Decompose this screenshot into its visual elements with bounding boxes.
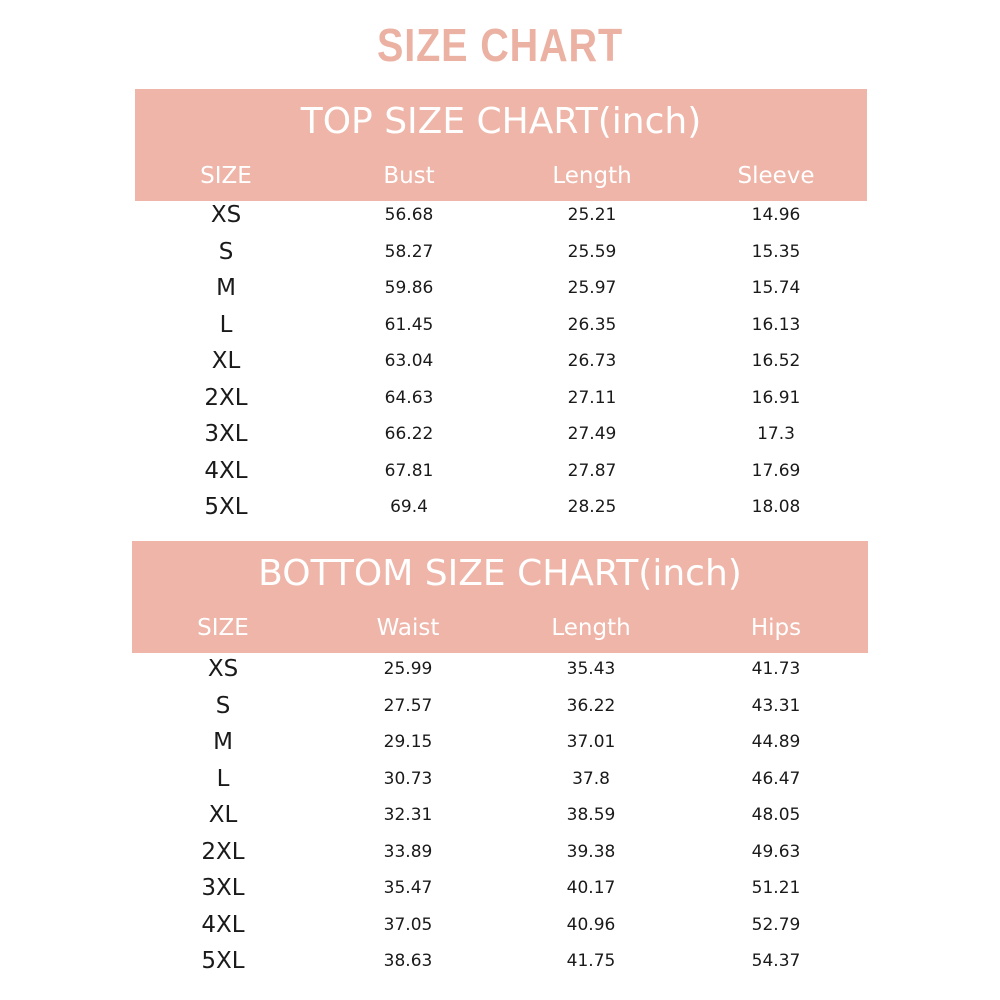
table-row: [132, 765, 868, 802]
size-cell: XL: [208, 802, 238, 828]
table-row: [135, 274, 867, 311]
sleeve-cell: 18.08: [751, 497, 801, 517]
hips-cell: 54.37: [751, 951, 801, 971]
hips-cell: 41.73: [751, 659, 801, 679]
table-row: [135, 201, 867, 238]
top-size-chart: [135, 89, 867, 530]
hips-cell: 48.05: [751, 805, 801, 825]
sleeve-cell: 17.3: [757, 424, 795, 444]
size-cell: M: [213, 729, 233, 755]
bottom-chart-column-headers: [132, 615, 868, 645]
hips-cell: 43.31: [751, 695, 801, 716]
bust-cell: 64.63: [384, 387, 434, 408]
waist-cell: 35.47: [383, 878, 433, 898]
sleeve-cell: 16.91: [751, 387, 801, 408]
size-cell: M: [216, 275, 236, 301]
waist-cell: 37.05: [383, 914, 433, 935]
waist-cell: 25.99: [383, 659, 433, 679]
length-cell: 25.21: [567, 205, 617, 225]
table-row: [132, 655, 868, 692]
table-row: [135, 311, 867, 348]
hips-cell: 52.79: [751, 914, 801, 935]
length-cell: 28.25: [567, 497, 617, 517]
top-chart-column-headers: [135, 163, 867, 193]
length-cell: 27.49: [567, 424, 617, 444]
table-row: [132, 838, 868, 875]
sleeve-cell: 15.35: [751, 241, 801, 262]
table-row: [135, 347, 867, 384]
length-cell: 35.43: [566, 659, 616, 679]
waist-cell: 29.15: [383, 732, 433, 752]
size-cell: S: [215, 692, 231, 719]
length-cell: 37.01: [566, 732, 616, 752]
sleeve-cell: 14.96: [751, 205, 801, 225]
table-row: [132, 874, 868, 911]
waist-cell: 30.73: [383, 768, 433, 789]
length-cell: 26.73: [567, 351, 617, 371]
length-cell: 38.59: [566, 805, 616, 825]
size-cell: XL: [211, 348, 241, 374]
column-header-size: SIZE: [200, 163, 252, 189]
bust-cell: 63.04: [384, 351, 434, 371]
table-row: [132, 801, 868, 838]
size-cell: 5XL: [201, 948, 245, 974]
column-header-size: SIZE: [197, 615, 249, 641]
table-row: [132, 692, 868, 729]
table-row: [135, 457, 867, 494]
length-cell: 37.8: [572, 768, 610, 789]
bottom-chart-rows: [132, 655, 868, 984]
waist-cell: 32.31: [383, 805, 433, 825]
length-cell: 36.22: [566, 695, 616, 716]
page-title: SIZE CHART: [377, 19, 623, 71]
column-header-sleeve: Sleeve: [737, 163, 815, 189]
size-cell: 2XL: [204, 384, 248, 411]
column-header-hips: Hips: [750, 615, 802, 641]
size-cell: 5XL: [204, 494, 248, 520]
waist-cell: 27.57: [383, 695, 433, 716]
hips-cell: 49.63: [751, 841, 801, 862]
size-cell: L: [216, 765, 230, 792]
bottom-chart-header-band: [132, 541, 868, 653]
top-chart-title: TOP SIZE CHART(inch): [300, 101, 702, 142]
sleeve-cell: 16.52: [751, 351, 801, 371]
bust-cell: 56.68: [384, 205, 434, 225]
length-cell: 40.96: [566, 914, 616, 935]
bust-cell: 66.22: [384, 424, 434, 444]
table-row: [135, 238, 867, 275]
hips-cell: 51.21: [751, 878, 801, 898]
length-cell: 39.38: [566, 841, 616, 862]
length-cell: 25.59: [567, 241, 617, 262]
waist-cell: 33.89: [383, 841, 433, 862]
sleeve-cell: 16.13: [751, 314, 801, 335]
length-cell: 26.35: [567, 314, 617, 335]
size-cell: 2XL: [201, 838, 245, 865]
length-cell: 40.17: [566, 878, 616, 898]
bottom-size-chart: [132, 541, 868, 984]
length-cell: 41.75: [566, 951, 616, 971]
column-header-waist: Waist: [376, 615, 440, 641]
column-header-length: Length: [551, 615, 631, 641]
waist-cell: 38.63: [383, 951, 433, 971]
sleeve-cell: 15.74: [751, 278, 801, 298]
size-cell: 3XL: [204, 421, 248, 447]
bust-cell: 67.81: [384, 460, 434, 481]
table-row: [132, 728, 868, 765]
bust-cell: 58.27: [384, 241, 434, 262]
top-chart-rows: [135, 201, 867, 530]
size-cell: L: [219, 311, 233, 338]
size-cell: 4XL: [201, 911, 245, 938]
size-cell: XS: [210, 202, 242, 228]
hips-cell: 44.89: [751, 732, 801, 752]
bust-cell: 69.4: [390, 497, 428, 517]
top-chart-header-band: [135, 89, 867, 201]
table-row: [132, 911, 868, 948]
table-row: [135, 384, 867, 421]
column-header-bust: Bust: [383, 163, 435, 189]
table-row: [132, 947, 868, 984]
table-row: [135, 493, 867, 530]
hips-cell: 46.47: [751, 768, 801, 789]
sleeve-cell: 17.69: [751, 460, 801, 481]
length-cell: 27.87: [567, 460, 617, 481]
bust-cell: 59.86: [384, 278, 434, 298]
size-cell: 3XL: [201, 875, 245, 901]
size-cell: XS: [207, 656, 239, 682]
size-cell: 4XL: [204, 457, 248, 484]
bust-cell: 61.45: [384, 314, 434, 335]
bottom-chart-title: BOTTOM SIZE CHART(inch): [258, 553, 742, 594]
length-cell: 25.97: [567, 278, 617, 298]
table-row: [135, 420, 867, 457]
column-header-length: Length: [552, 163, 632, 189]
size-cell: S: [218, 238, 234, 265]
length-cell: 27.11: [567, 387, 617, 408]
